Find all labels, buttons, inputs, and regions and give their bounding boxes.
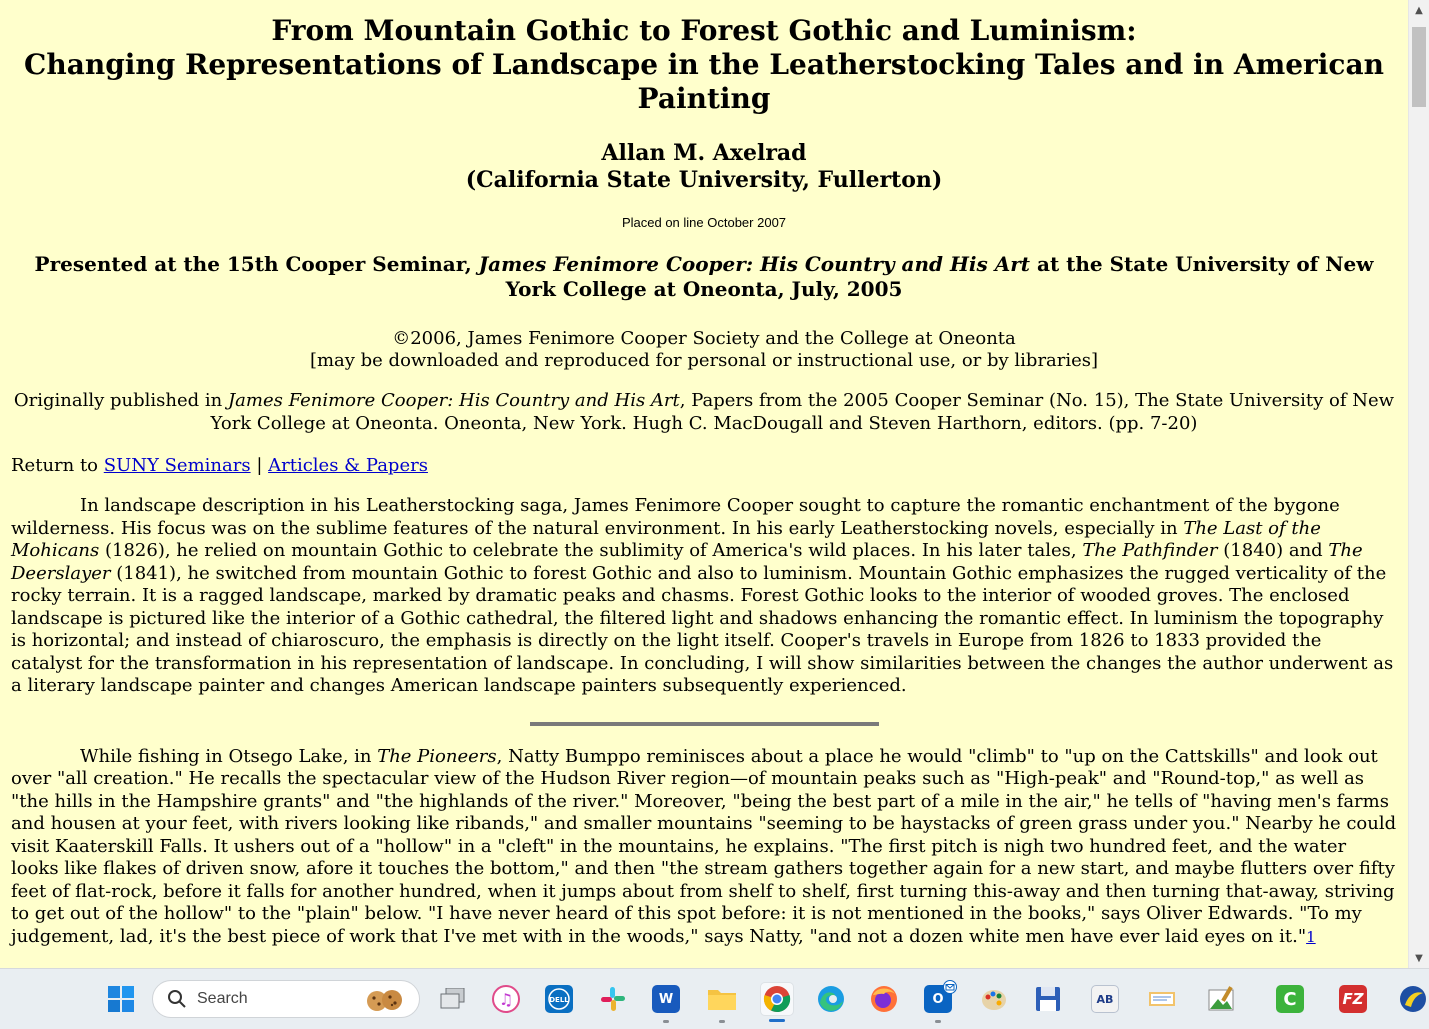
svg-text:DELL: DELL — [549, 996, 569, 1004]
mail-badge-icon — [943, 980, 957, 994]
filezilla-icon: FZ — [1339, 985, 1367, 1013]
presented-note — [11, 252, 1397, 302]
task-view-button[interactable] — [436, 982, 470, 1016]
abstract-text-3: (1840) and — [1217, 540, 1329, 561]
return-separator: | — [250, 455, 269, 476]
task-view-icon — [440, 988, 466, 1010]
taskbar-search-box[interactable] — [152, 980, 420, 1018]
filezilla-button[interactable] — [1336, 982, 1370, 1016]
image-editor-button[interactable] — [1204, 982, 1238, 1016]
slack-icon — [599, 985, 627, 1013]
paint-icon — [980, 985, 1008, 1013]
save-disk-icon — [1034, 985, 1062, 1013]
word-icon: W — [652, 985, 680, 1013]
author-affiliation: (California State University, Fullerton) — [465, 167, 943, 193]
itunes-icon — [492, 985, 520, 1013]
search-icon — [167, 989, 187, 1009]
return-label: Return to — [11, 455, 104, 476]
orig-title: James Fenimore Cooper: His Country and His Art — [227, 390, 680, 411]
camtasia-button[interactable] — [1273, 982, 1307, 1016]
title-line-1: From Mountain Gothic to Forest Gothic and Luminism: — [271, 14, 1137, 47]
placed-online-note: Placed on line October 2007 — [621, 215, 787, 230]
abstract-title-deerslayer: The Deerslayer — [11, 540, 1363, 584]
footnote-link[interactable]: 1 — [1306, 927, 1316, 946]
author-block — [11, 140, 1397, 194]
firefox-icon — [870, 985, 898, 1013]
abstract-text-1: In landscape description in his Leatherstocking saga, James Fenimore Cooper sought to capture the romantic enchantment of the bygone wilderness. His focus was on the sublime features of the natural environment. In his early Leatherstocking novels, especially in — [11, 495, 1340, 539]
return-nav — [11, 455, 1397, 477]
svg-text:♫: ♫ — [498, 990, 514, 1009]
abstract-text-4: (1841), he switched from mountain Gothic to forest Gothic and also to luminism. Mountain Gothic emphasizes the rugged verticality of the rocky terrain. It is a ragged landscape, marked by dramatic peaks and chasms. Forest Gothic looks to the interior of wooded groves. The enclosed landscape is pictured like the interior of a Gothic cathedral, the filtered light and shadows enhancing the romantic effect. In luminism the topography is horizontal; and instead of chiaroscuro, the emphasis is directly on the light itself. Cooper's travels in Europe from 1826 to 1833 provided the catalyst for the transformation in his representation of landscape. In concluding, I will show similarities between the changes the author underwent as a literary landscape painter and changes American landscape painters subsequently experienced. — [11, 562, 1394, 696]
edge-icon — [817, 985, 845, 1013]
presented-title: James Fenimore Cooper: His Country and His Art — [478, 252, 1031, 276]
outlook-button[interactable] — [921, 982, 955, 1016]
publication-note — [11, 390, 1397, 435]
app-icon — [1399, 985, 1427, 1013]
running-indicator — [935, 1020, 941, 1023]
notes-button[interactable] — [1145, 982, 1179, 1016]
running-indicator — [663, 1020, 669, 1023]
cookies-icon — [365, 985, 405, 1015]
abstract-title-mohicans: The Last of the Mohicans — [11, 517, 1321, 561]
active-indicator — [769, 1019, 785, 1022]
abstract-title-pathfinder: The Pathfinder — [1082, 540, 1218, 561]
scroll-up-arrow-icon[interactable]: ▲ — [1415, 4, 1423, 16]
author-name: Allan M. Axelrad — [601, 140, 807, 166]
chrome-button[interactable] — [760, 982, 794, 1016]
taskbar — [0, 968, 1429, 1029]
copyright-line-1: ©2006, James Fenimore Cooper Society and the College at Oneonta — [392, 328, 1016, 349]
translate-button[interactable] — [1088, 982, 1122, 1016]
file-explorer-button[interactable] — [705, 982, 739, 1016]
slack-button[interactable] — [596, 982, 630, 1016]
word-button[interactable] — [649, 982, 683, 1016]
firefox-button[interactable] — [867, 982, 901, 1016]
horizontal-rule — [530, 722, 879, 726]
translate-icon: AB — [1091, 985, 1119, 1013]
scroll-down-arrow-icon[interactable]: ▼ — [1415, 952, 1423, 964]
scroll-thumb[interactable] — [1412, 27, 1426, 107]
body-paragraph — [11, 746, 1397, 949]
presented-suffix: at the State University of New York College at Oneonta, July, 2005 — [505, 252, 1374, 301]
articles-papers-link[interactable]: Articles & Papers — [268, 455, 428, 476]
page-title — [11, 14, 1397, 116]
running-indicator — [719, 1020, 725, 1023]
copyright-notice — [11, 328, 1397, 372]
start-button[interactable] — [104, 982, 138, 1016]
dell-icon — [545, 985, 573, 1013]
copyright-line-2: [may be downloaded and reproduced for personal or instructional use, or by libraries] — [309, 350, 1099, 371]
body-text-1: While fishing in Otsego Lake, in — [80, 745, 378, 767]
file-explorer-icon — [707, 986, 737, 1012]
image-editor-icon — [1207, 985, 1235, 1013]
body-title-pioneers: The Pioneers — [377, 745, 497, 767]
notes-icon — [1147, 986, 1177, 1012]
title-line-2: Changing Representations of Landscape in the Leatherstocking Tales and in American Painting — [24, 48, 1384, 115]
chrome-icon — [763, 985, 791, 1013]
suny-seminars-link[interactable]: SUNY Seminars — [103, 455, 251, 476]
itunes-button[interactable] — [489, 982, 523, 1016]
abstract-text-2: (1826), he relied on mountain Gothic to celebrate the sublimity of America's wild places. In his later tales, — [99, 540, 1083, 561]
abstract-paragraph — [11, 495, 1397, 698]
orig-prefix: Originally published in — [13, 390, 228, 411]
orig-suffix: , Papers from the 2005 Cooper Seminar (No. 15), The State University of New York College at Oneonta. Oneonta, New York. Hugh C. MacDougall and Steven Harthorn, editors. (pp. 7-20) — [210, 390, 1395, 434]
body-text-2: , Natty Bumppo reminisces about a place he would "climb" to "up on the Cattskills" and look out over "all creation." He recalls the spectacular view of the Hudson River region—of mountain peaks such as "High-peak" and "Round-top," as well as "the hills in the Hampshire grants" and "the highlands of the river." Moreover, "being the best part of a mile in the air," he tells of "having men's farms and housen at your feet, with rivers looking like ribands," and smaller mountains "seeming to be haystacks of green grass under you." Nearby he could visit Kaaterskill Falls. It ushers out of a "hollow" in a "cleft" in the mountains, he explains. "The first pitch is nigh two hundred feet, and the water looks like flakes of driven snow, afore it touches the bottom," and then "the stream gathers together again for a new start, and maybe flutters over fifty feet of flat-rock, before it falls for another hundred, when it jumps about from shelf to shelf, first turning this-away and then turning that-away, striving to get out of the hollow" to the "plain" below. "I have never heard of this spot before: it is not mentioned in the books," says Oliver Edwards. "To my judgement, lad, it's the best piece of work that I've met with in the woods," says Natty, "and not a dozen white men have ever laid eyes on it." — [11, 745, 1397, 947]
search-placeholder: Search — [197, 990, 248, 1007]
edge-button[interactable] — [814, 982, 848, 1016]
start-icon — [108, 986, 134, 1012]
presented-prefix: Presented at the 15th Cooper Seminar, — [34, 252, 479, 276]
dell-button[interactable] — [542, 982, 576, 1016]
vertical-scrollbar[interactable] — [1408, 0, 1429, 968]
disk-app-button[interactable] — [1031, 982, 1065, 1016]
outlook-icon: O — [924, 985, 952, 1013]
paint-button[interactable] — [977, 982, 1011, 1016]
camtasia-icon: C — [1276, 985, 1304, 1013]
app-button[interactable] — [1397, 982, 1429, 1016]
